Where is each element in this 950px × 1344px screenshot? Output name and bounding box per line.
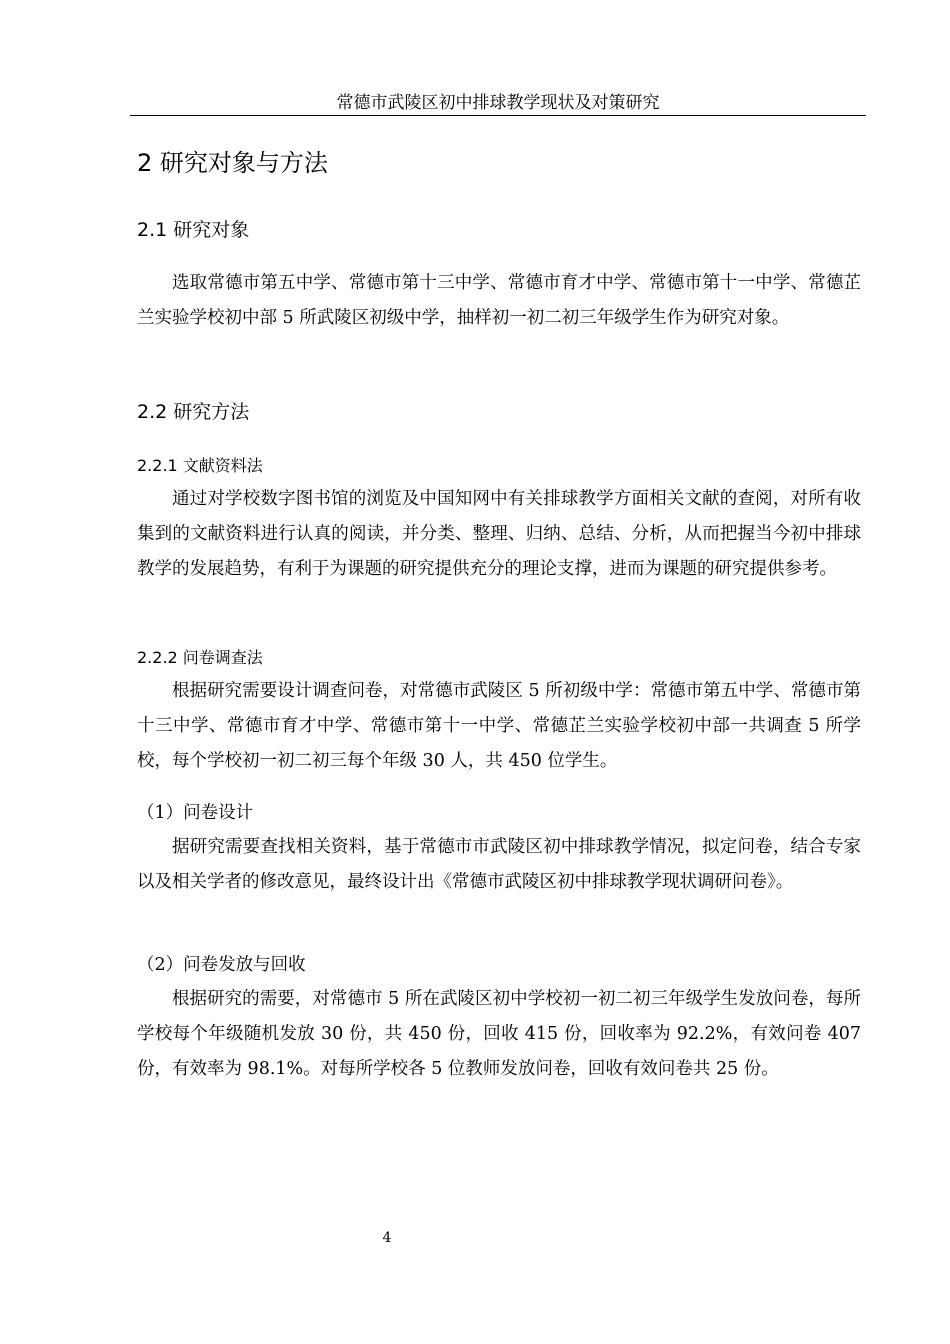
item-label-distribution-recovery: （2）问卷发放与回收 <box>137 955 306 975</box>
running-header: 常德市武陵区初中排球教学现状及对策研究 <box>336 93 660 113</box>
method-heading-questionnaire: 2.2.2 问卷调查法 <box>137 648 263 667</box>
literature-method-paragraph: 通过对学校数字图书馆的浏览及中国知网中有关排球教学方面相关文献的查阅，对所有收集到的文献资料进行认真的阅读，并分类、整理、归纳、总结、分析，从而把握当今初中排球教学的发展趋势，有利于为课题的研究提供充分的理论支撑，进而为课题的研究提供参考。 <box>137 489 861 579</box>
item-label-questionnaire-design: （1）问卷设计 <box>137 803 254 823</box>
questionnaire-method-paragraph: 根据研究需要设计调查问卷，对常德市武陵区 5 所初级中学：常德市第五中学、常德市第十三中学、常德市育才中学、常德市第十一中学、常德芷兰实验学校初中部一共调查 5 所学校，每个学校初一初二初三每个年级 30 人，共 450 位学生。 <box>137 681 861 771</box>
header-rule <box>130 115 866 116</box>
subsection-heading-research-object: 2.1 研究对象 <box>137 219 250 241</box>
subsection-heading-research-method: 2.2 研究方法 <box>137 401 250 423</box>
page-number: 4 <box>382 1230 392 1246</box>
questionnaire-design-paragraph: 据研究需要查找相关资料，基于常德市市武陵区初中排球教学情况，拟定问卷，结合专家以及相关学者的修改意见，最终设计出《常德市武陵区初中排球教学现状调研问卷》。 <box>137 837 861 892</box>
distribution-recovery-paragraph: 根据研究的需要，对常德市 5 所在武陵区初中学校初一初二初三年级学生发放问卷，每所学校每个年级随机发放 30 份，共 450 份，回收 415 份，回收率为 92.2%，有效问卷 407 份，有效率为 98.1%。对每所学校各 5 位教师发放问卷，回收有效问卷共 25 份。 <box>137 989 861 1079</box>
method-heading-literature: 2.2.1 文献资料法 <box>137 456 263 475</box>
section-heading: 2 研究对象与方法 <box>137 149 328 177</box>
research-object-paragraph: 选取常德市第五中学、常德市第十三中学、常德市育才中学、常德市第十一中学、常德芷兰实验学校初中部 5 所武陵区初级中学，抽样初一初二初三年级学生作为研究对象。 <box>137 273 861 328</box>
